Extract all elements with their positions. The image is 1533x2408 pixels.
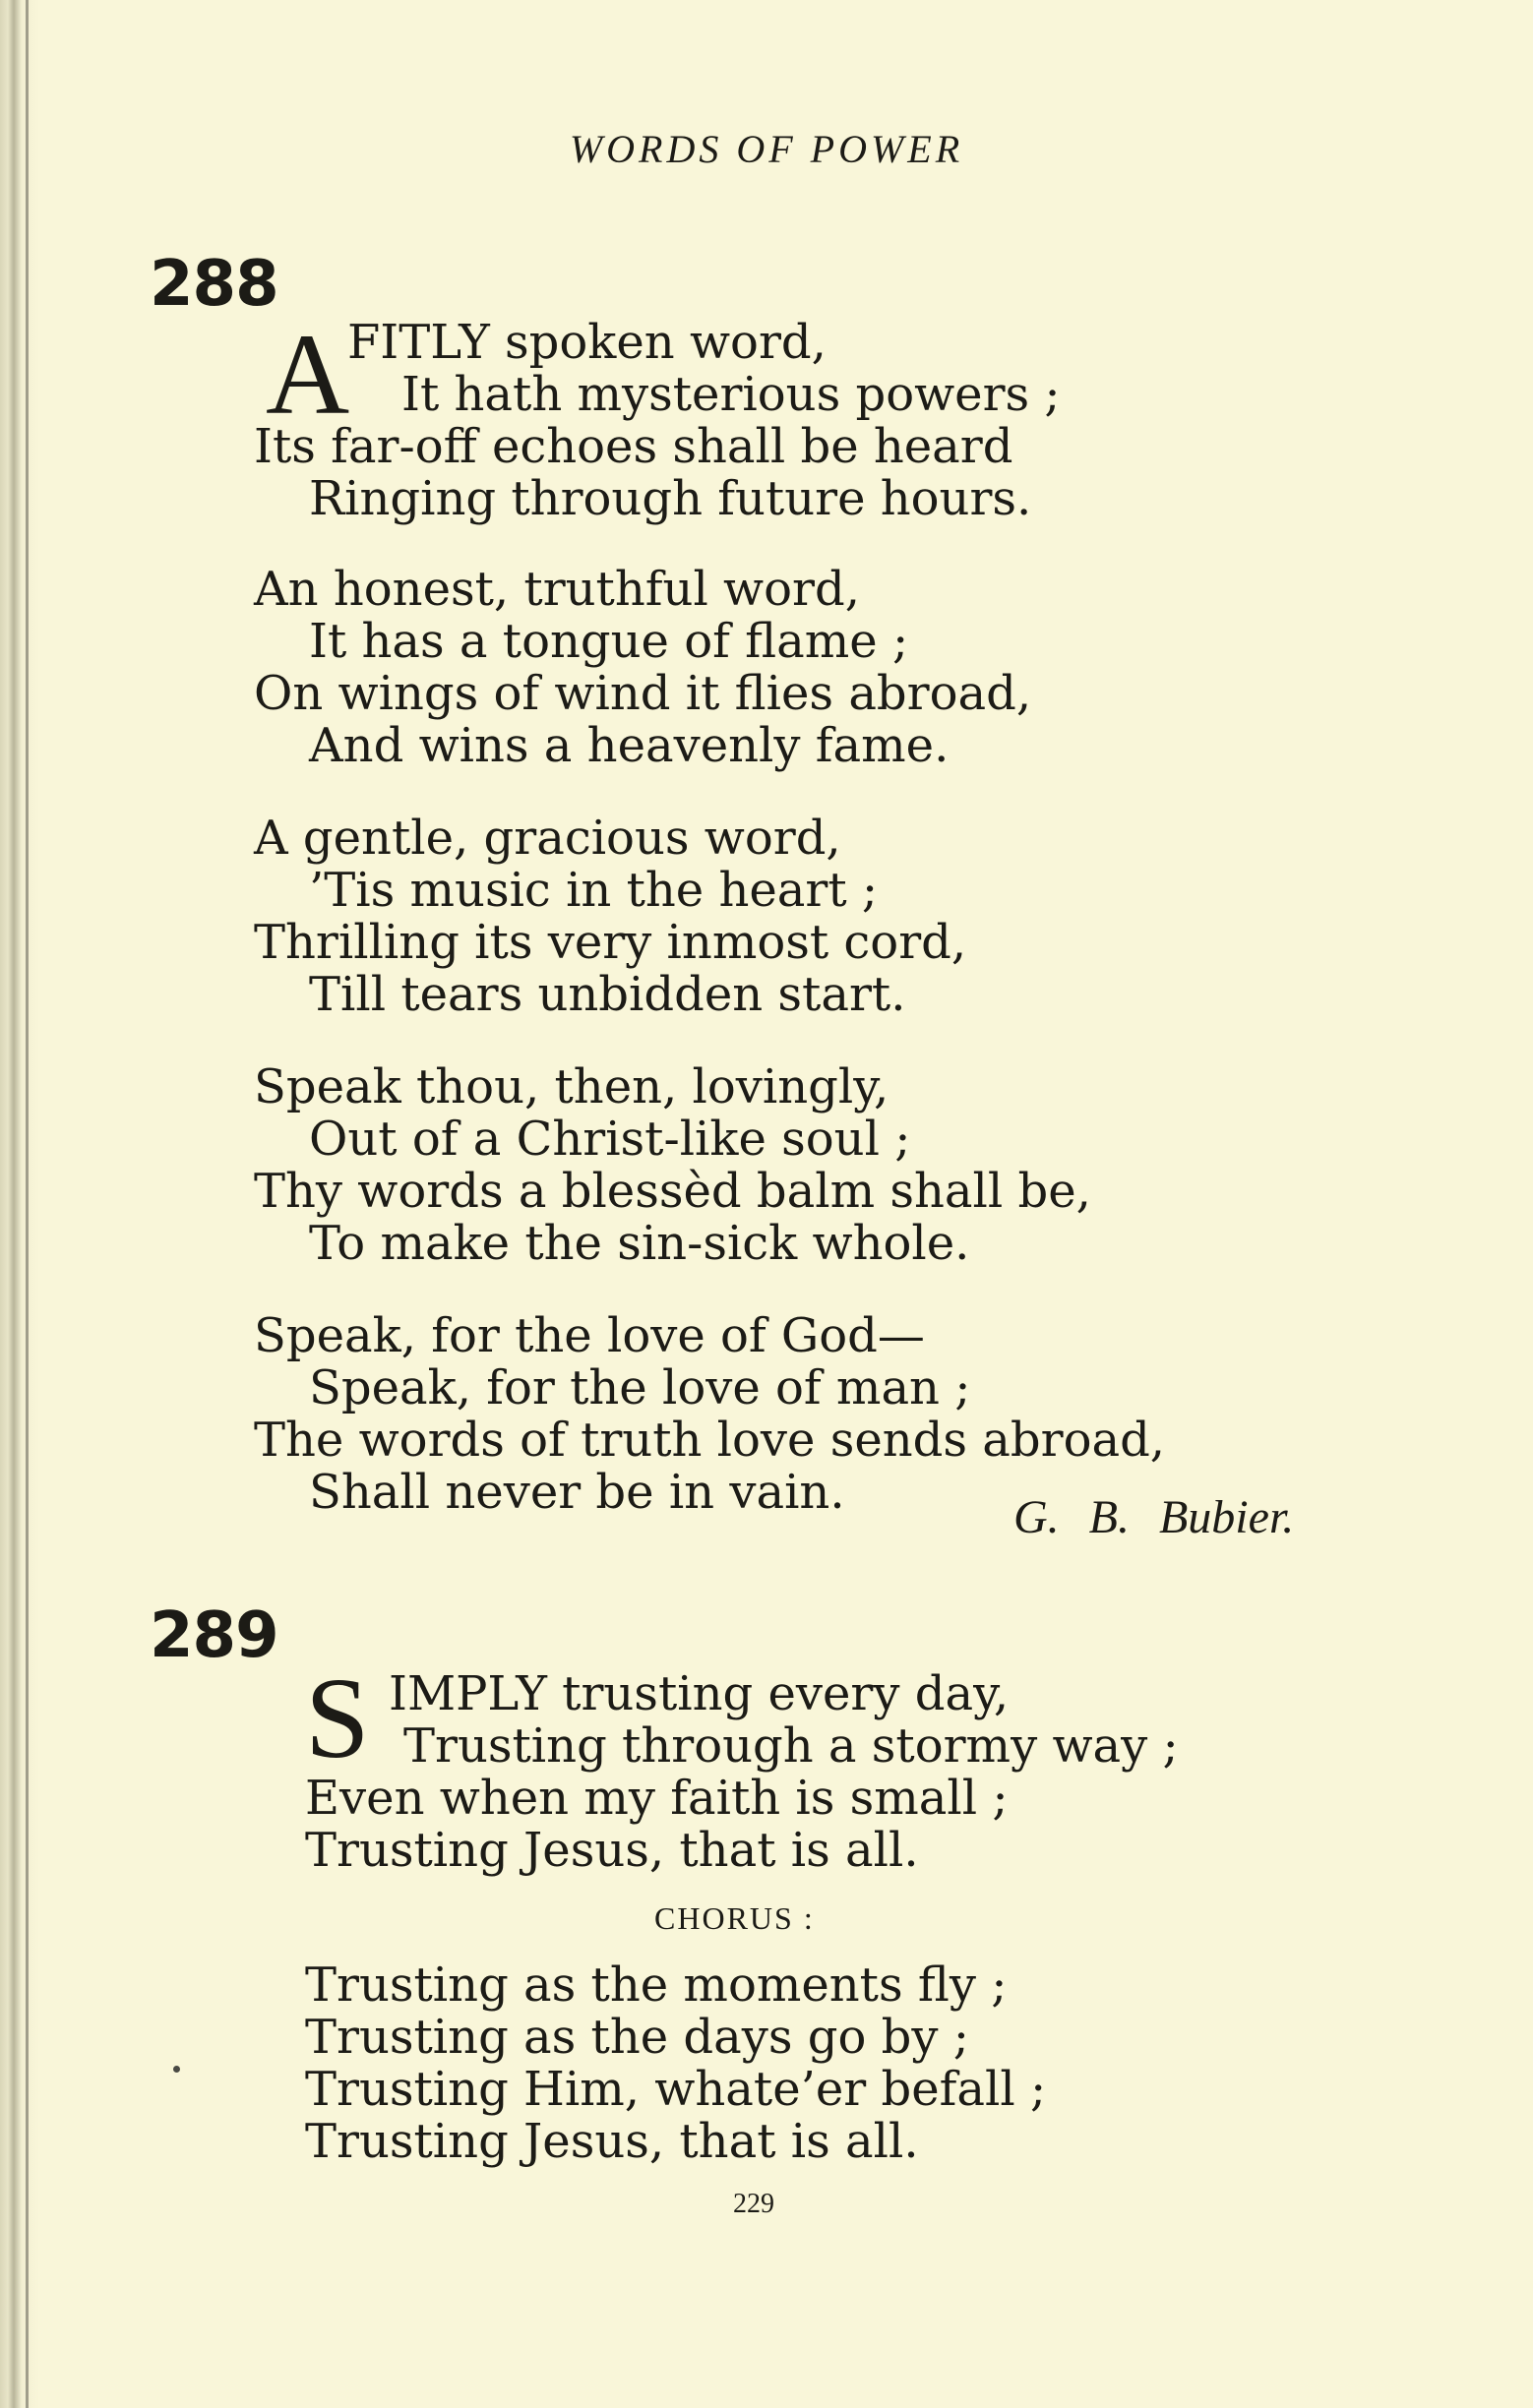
chorus-line: Trusting as the moments fly ;	[305, 1957, 1008, 2013]
verse-line: Shall never be in vain.	[309, 1465, 845, 1520]
verse-line: ’Tis music in the heart ;	[309, 863, 879, 918]
verse-line: A gentle, gracious word,	[254, 811, 841, 866]
verse-line: Its far-off echoes shall be heard	[254, 419, 1013, 474]
verse-line: FITLY spoken word,	[347, 315, 827, 370]
page-number: 229	[733, 2189, 774, 2219]
verse-line: On wings of wind it flies abroad,	[254, 666, 1032, 721]
verse-line: Speak, for the love of God—	[254, 1308, 925, 1363]
verse-line: Trusting Jesus, that is all.	[305, 1823, 919, 1878]
verse-line: Out of a Christ-like soul ;	[309, 1112, 911, 1167]
hymn-number-288: 288	[150, 248, 278, 321]
chorus-line: Trusting as the days go by ;	[305, 2010, 969, 2065]
verse-line: Even when my faith is small ;	[305, 1771, 1009, 1826]
chorus-line: Trusting Jesus, that is all.	[305, 2114, 919, 2169]
verse-line: It hath mysterious powers ;	[401, 367, 1061, 422]
verse-line: Till tears unbidden start.	[309, 967, 906, 1022]
verse-line: Ringing through future hours.	[309, 471, 1032, 526]
hymn-288-stanza-5	[254, 1310, 1165, 1519]
verse-line: And wins a heavenly fame.	[309, 718, 950, 773]
chorus-line: Trusting Him, whate’er befall ;	[305, 2062, 1047, 2117]
verse-line: The words of truth love sends abroad,	[254, 1413, 1166, 1468]
running-head: WORDS OF POWER	[569, 127, 964, 171]
hymn-288-stanza-4	[254, 1061, 1091, 1270]
hymn-289-verse	[305, 1668, 1179, 1877]
verse-line: To make the sin-sick whole.	[309, 1216, 970, 1271]
drop-cap-288: A	[266, 310, 350, 439]
verse-line: Speak, for the love of man ;	[309, 1360, 971, 1415]
verse-line: An honest, truthful word,	[254, 562, 860, 617]
verse-line: Thrilling its very inmost cord,	[254, 915, 967, 970]
book-binding-edge	[0, 0, 39, 2408]
verse-line: Trusting through a stormy way ;	[403, 1718, 1179, 1774]
hymn-number-289: 289	[150, 1599, 278, 1672]
verse-line: IMPLY trusting every day,	[389, 1666, 1010, 1721]
drop-cap-289: S	[305, 1654, 370, 1782]
chorus-label: CHORUS :	[654, 1900, 815, 1936]
verse-line: Thy words a blessèd balm shall be,	[254, 1164, 1091, 1219]
verse-line: Speak thou, then, lovingly,	[254, 1059, 889, 1114]
verse-line: It has a tongue of flame ;	[309, 614, 909, 669]
author-attribution: G. B. Bubier.	[1013, 1491, 1295, 1543]
hymn-288-stanza-2	[254, 564, 1031, 772]
ink-speck	[173, 2066, 180, 2073]
hymn-288-stanza-1	[254, 310, 1061, 526]
hymn-288-stanza-3	[254, 813, 966, 1021]
hymn-289-chorus	[305, 1959, 1046, 2168]
